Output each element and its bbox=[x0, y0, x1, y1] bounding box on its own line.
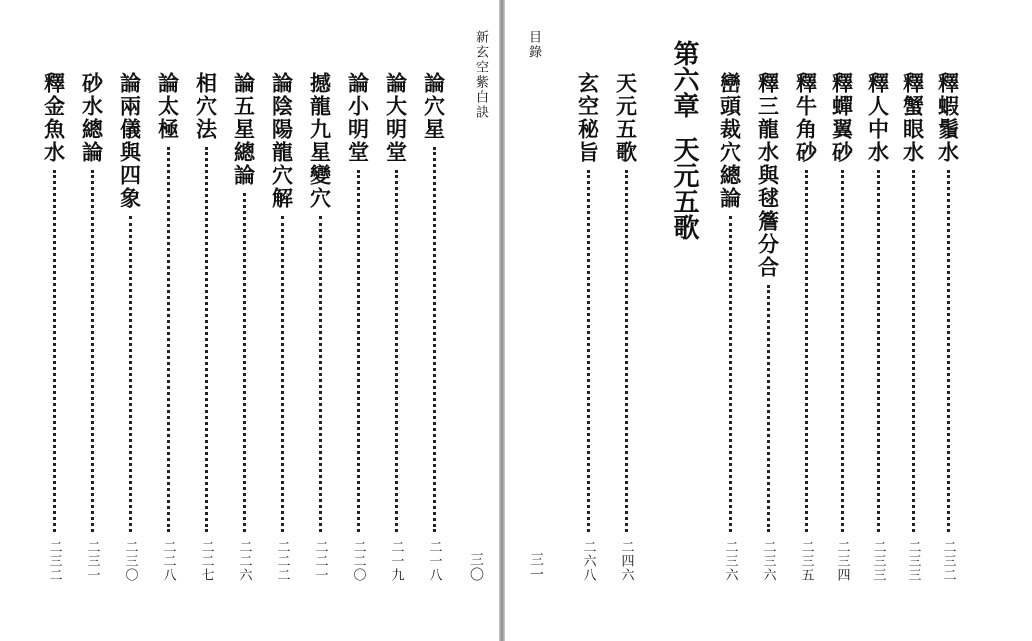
entry-title: 釋三龍水與毬簷分合 bbox=[755, 72, 781, 279]
entry-title: 釋人中水 bbox=[865, 72, 891, 164]
toc-entry[interactable] bbox=[75, 72, 109, 582]
toc-entry[interactable] bbox=[713, 72, 747, 582]
chapter-heading bbox=[657, 40, 697, 240]
running-header: 新玄空紫白訣 bbox=[473, 30, 488, 120]
page-number: 三〇 bbox=[468, 552, 484, 582]
entry-page: 二三三 bbox=[870, 540, 886, 582]
entry-title: 釋金魚水 bbox=[41, 72, 67, 164]
entry-page: 二三六 bbox=[760, 540, 776, 582]
toc-entry[interactable] bbox=[417, 72, 451, 582]
entry-page: 二二六 bbox=[236, 540, 252, 582]
entry-title: 相穴法 bbox=[193, 72, 219, 141]
dot-leader bbox=[805, 170, 808, 532]
dot-leader bbox=[243, 193, 246, 532]
dot-leader bbox=[587, 170, 590, 532]
entry-title: 論小明堂 bbox=[345, 72, 371, 164]
toc-entry[interactable] bbox=[379, 72, 413, 582]
dot-leader bbox=[53, 170, 56, 532]
entry-title: 論陰陽龍穴解 bbox=[269, 72, 295, 210]
dot-leader bbox=[767, 285, 770, 532]
toc-entry[interactable] bbox=[265, 72, 299, 582]
dot-leader bbox=[729, 216, 732, 532]
entry-title: 釋蝦鬚水 bbox=[935, 72, 961, 164]
entry-page: 二三五 bbox=[798, 540, 814, 582]
toc-entry[interactable] bbox=[151, 72, 185, 582]
dot-leader bbox=[167, 147, 170, 532]
entry-page: 二三三 bbox=[905, 540, 921, 582]
dot-leader bbox=[281, 216, 284, 532]
toc-entry[interactable] bbox=[571, 72, 605, 582]
toc-entry[interactable] bbox=[341, 72, 375, 582]
entry-title: 巒頭裁穴總論 bbox=[717, 72, 743, 210]
dot-leader bbox=[91, 170, 94, 532]
entry-page: 二二七 bbox=[198, 540, 214, 582]
dot-leader bbox=[947, 170, 950, 532]
entry-page: 二三四 bbox=[834, 540, 850, 582]
entry-page: 二三一 bbox=[84, 540, 100, 582]
entry-page: 二一九 bbox=[388, 540, 404, 582]
entry-page: 二一八 bbox=[426, 540, 442, 582]
toc-entry[interactable] bbox=[789, 72, 823, 582]
entry-title: 釋蟹眼水 bbox=[900, 72, 926, 164]
dot-leader bbox=[395, 170, 398, 532]
entry-page: 二三〇 bbox=[122, 540, 138, 582]
entry-page: 二六八 bbox=[580, 540, 596, 582]
toc-entry[interactable] bbox=[113, 72, 147, 582]
entry-page: 二三六 bbox=[722, 540, 738, 582]
right-page bbox=[505, 0, 1032, 641]
dot-leader bbox=[433, 147, 436, 532]
dot-leader bbox=[319, 216, 322, 532]
entry-title: 釋牛角砂 bbox=[793, 72, 819, 164]
entry-page: 二四六 bbox=[618, 540, 634, 582]
entry-title: 天元五歌 bbox=[613, 72, 639, 164]
dot-leader bbox=[625, 170, 628, 532]
entry-page: 二三二 bbox=[940, 540, 956, 582]
entry-page: 二二二 bbox=[274, 540, 290, 582]
toc-entry[interactable] bbox=[227, 72, 261, 582]
chapter-title: 天元五歌 bbox=[669, 136, 699, 240]
entry-page: 二三二 bbox=[46, 540, 62, 582]
toc-entry[interactable] bbox=[609, 72, 643, 582]
entry-title: 論兩儀與四象 bbox=[117, 72, 143, 210]
toc-entry[interactable] bbox=[189, 72, 223, 582]
toc-entry[interactable] bbox=[825, 72, 859, 582]
dot-leader bbox=[129, 216, 132, 532]
running-header: 目錄 bbox=[526, 30, 541, 60]
entry-title: 撼龍九星變穴 bbox=[307, 72, 333, 210]
entry-title: 釋蟬翼砂 bbox=[829, 72, 855, 164]
toc-entry[interactable] bbox=[37, 72, 71, 582]
dot-leader bbox=[912, 170, 915, 532]
entry-page: 二二八 bbox=[160, 540, 176, 582]
toc-entry[interactable] bbox=[303, 72, 337, 582]
dot-leader bbox=[877, 170, 880, 532]
entry-title: 論大明堂 bbox=[383, 72, 409, 164]
chapter-number: 第六章 bbox=[669, 40, 699, 118]
dot-leader bbox=[205, 147, 208, 532]
entry-title: 玄空秘旨 bbox=[575, 72, 601, 164]
entry-title: 論五星總論 bbox=[231, 72, 257, 187]
toc-entry[interactable] bbox=[861, 72, 895, 582]
entry-page: 二二〇 bbox=[350, 540, 366, 582]
toc-entry[interactable] bbox=[896, 72, 930, 582]
page-number: 三一 bbox=[528, 552, 544, 582]
entry-title: 論太極 bbox=[155, 72, 181, 141]
toc-entry[interactable] bbox=[931, 72, 965, 582]
dot-leader bbox=[357, 170, 360, 532]
entry-title: 論穴星 bbox=[421, 72, 447, 141]
toc-entry[interactable] bbox=[751, 72, 785, 582]
dot-leader bbox=[841, 170, 844, 532]
entry-page: 二二一 bbox=[312, 540, 328, 582]
left-page bbox=[0, 0, 499, 641]
entry-title: 砂水總論 bbox=[79, 72, 105, 164]
